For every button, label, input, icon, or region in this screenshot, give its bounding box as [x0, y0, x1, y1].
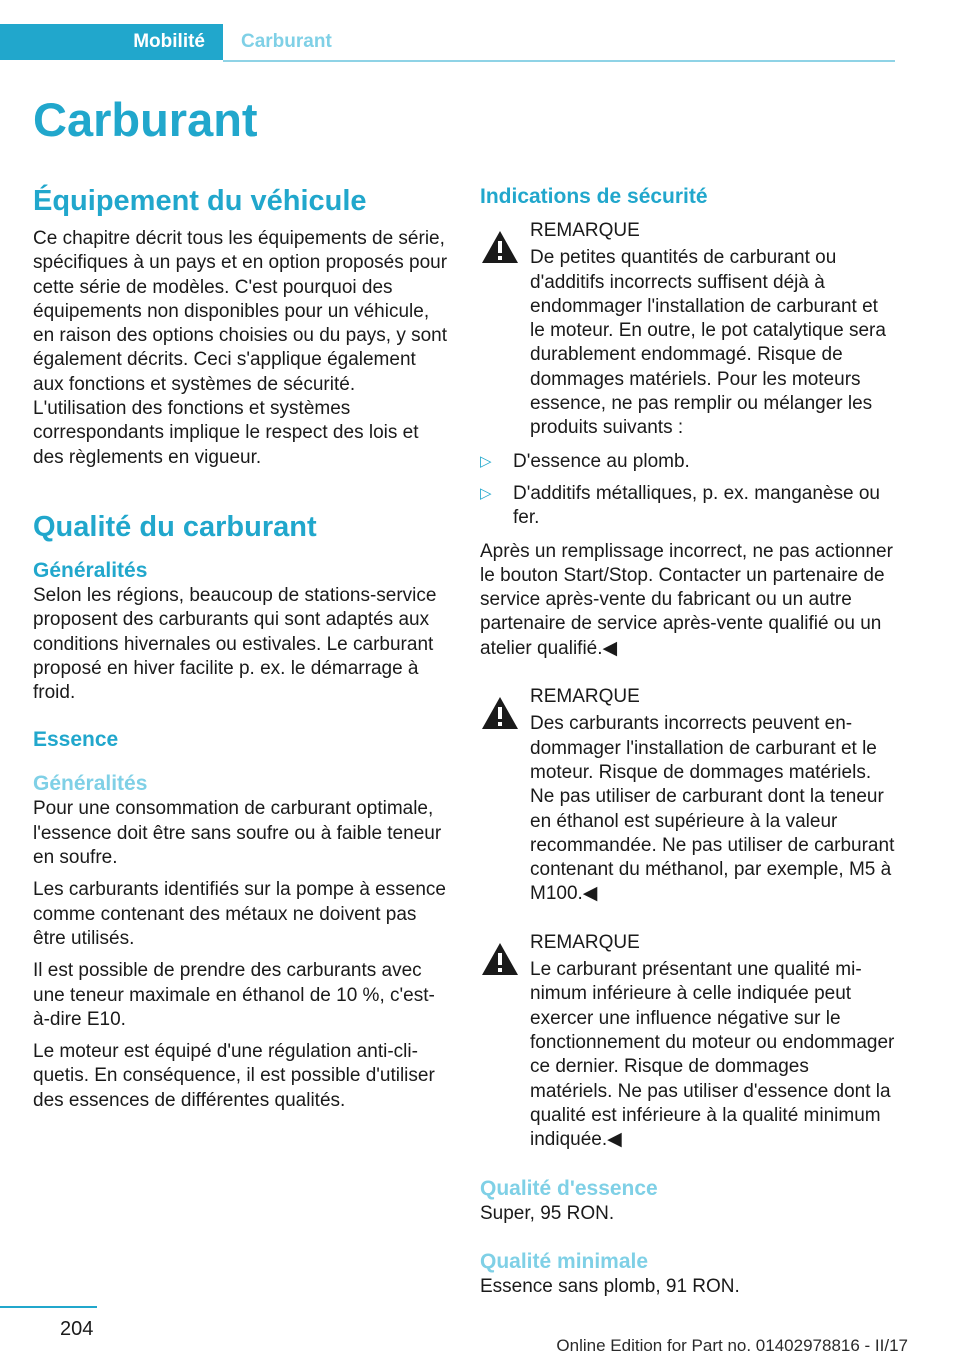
warning-triangle-icon [480, 941, 520, 977]
list-item: ▷ D'essence au plomb. [480, 450, 895, 474]
footer-rule [0, 1306, 97, 1308]
warning-triangle-icon [480, 229, 520, 265]
paragraph-essence-3: Il est possible de prendre des carburants avec une teneur maximale en éthanol de 10 %, c'est-à-dire E10. [33, 960, 435, 1030]
right-column [480, 184, 895, 1299]
page-title: Carburant [33, 93, 258, 146]
running-header [0, 24, 895, 62]
warning-block-1 [480, 219, 895, 441]
bullet-marker-icon: ▷ [480, 484, 492, 502]
list-item: ▷ D'additifs métalliques, p. ex. manganèse ou fer. [480, 482, 880, 529]
heading-essence: Essence [33, 728, 119, 752]
paragraph-equipment: Ce chapitre décrit tous les équipements de série, spécifiques à un pays et en option proposés pour cette série de modèles. C'est pourquoi des équipements non disponibles pour un véhicule, en raison des options choisies ou du pays, y sont également décrits. Ceci s'applique également aux fonctions et systèmes de sécurité. L'utilisation des fonctions et systèmes correspondants implique le respect des lois et des règlements en vigueur. [33, 228, 448, 468]
section-tab: Mobilité [0, 24, 223, 60]
warning-block-3 [480, 931, 895, 1153]
paragraph-minimum: Essence sans plomb, 91 RON. [480, 1275, 740, 1297]
heading-minimum: Qualité minimale [480, 1249, 649, 1273]
warning-label: REMARQUE [530, 931, 640, 953]
paragraph-general: Selon les régions, beaucoup de stations-service proposent des carburants qui sont adaptés aux conditions hivernales ou estivales. Le carburant proposé en hiver facilite p. ex. le démarrage à froid. [33, 584, 437, 704]
warning-text: Des carburants incorrects peuvent endommager l'installation de carburant et le moteur. Risque de dommages matériels. Ne pas utiliser de carburant dont la teneur en éthanol est supérieure à la valeur recommandée. Ne pas utiliser de carburant contenant du méthanol, par exemple, M5 à M100.◀ [530, 713, 895, 905]
bullet-list [480, 450, 895, 531]
warning-label: REMARQUE [530, 686, 640, 708]
warning-block-2 [480, 685, 895, 907]
page-number: 204 [60, 1318, 94, 1340]
heading-equipment: Équipement du véhicule [33, 185, 367, 217]
warning-text: Le carburant présentant une qualité minimum inférieure à celle indiquée peut exercer une influence négative sur le fonctionnement du moteur ou endommager ce dernier. Risque de dommages matériels. Ne pas utiliser d'essence dont la qualité est inférieure à la qualité minimum indiquée.◀ [530, 959, 895, 1151]
paragraph-octane: Super, 95 RON. [480, 1203, 615, 1225]
warning-triangle-icon [480, 695, 520, 731]
heading-octane: Qualité d'essence [480, 1177, 658, 1201]
heading-safety: Indications de sécurité [480, 185, 708, 208]
chapter-tab: Carburant [241, 31, 332, 52]
warning-text: De petites quantités de carburant ou d'additifs incorrects suffisent déjà à endommager l'installation de carburant et le moteur. En outre, le pot catalytique sera durablement endommagé. Risque de dommages matériels. Pour les moteurs essence, ne pas remplir ou mélanger les produits suivants : [530, 247, 886, 439]
left-column [33, 184, 449, 1113]
bullet-marker-icon: ▷ [480, 452, 492, 470]
heading-fuel-quality: Qualité du carburant [33, 510, 317, 543]
edition-note: Online Edition for Part no. 01402978816 - II/17 [556, 1336, 908, 1355]
header-rule [223, 60, 895, 62]
heading-general: Généralités [33, 558, 148, 582]
paragraph-essence-2: Les carburants identifiés sur la pompe à essence comme contenant des métaux ne doivent pas être utilisés. [33, 879, 446, 949]
heading-general-essence: Généralités [33, 772, 148, 796]
paragraph-essence-1: Pour une consommation de carburant optimale, l'essence doit être sans soufre ou à faible teneur en soufre. [33, 798, 442, 869]
paragraph-essence-4: Le moteur est équipé d'une régulation anti-cliquetis. En conséquence, il est possible d'utiliser des essences de différentes qualités. [33, 1041, 435, 1111]
warning-after-text: Après un remplissage incorrect, ne pas actionner le bouton Start/Stop. Contacter un partenaire de service après-vente du fabricant ou un autre partenaire de service après-vente qualifié ou un atelier qualifié.◀ [480, 540, 893, 659]
warning-label: REMARQUE [530, 220, 640, 241]
